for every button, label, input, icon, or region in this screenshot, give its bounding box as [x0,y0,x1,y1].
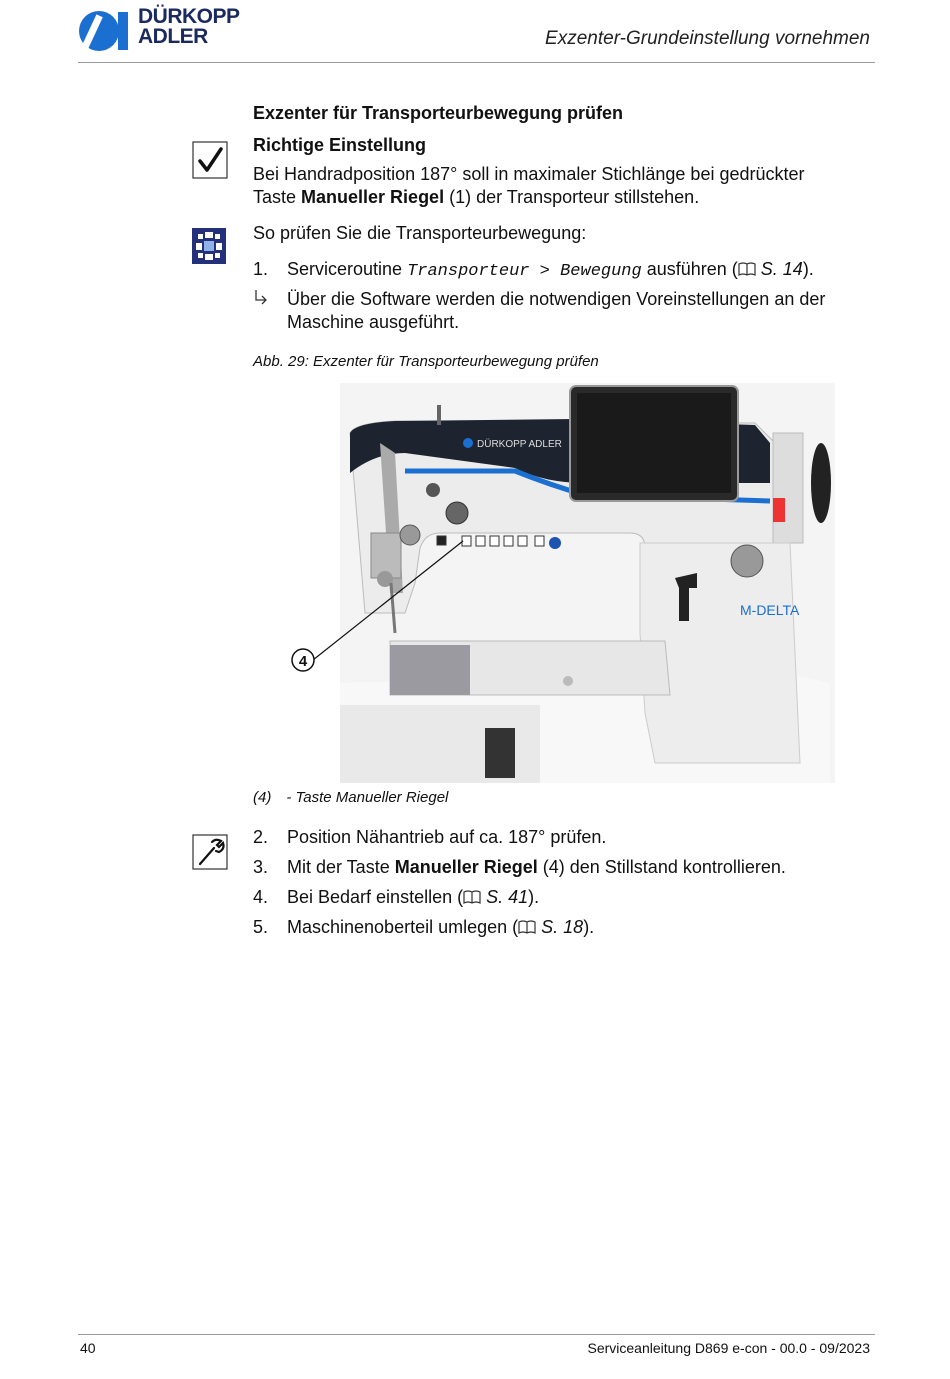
footer-rule [78,1334,875,1335]
page-reference-link[interactable]: S. 18 [541,917,584,937]
figure-legend: (4) - Taste Manueller Riegel [253,789,449,806]
section-heading: Exzenter für Transporteurbewegung prüfen [253,103,624,123]
result-arrow-icon [253,289,275,309]
setting-description: Bei Handradposition 187° soll in maximaler Stichlänge bei gedrückter Taste Manueller Riegel (1) der Transporteur stillstehen. [253,164,805,207]
page-reference-link[interactable]: S. 14 [760,259,803,279]
brand-logo-mark [78,10,134,52]
step-4: 4. Bei Bedarf einstellen ( S. 41). [253,887,540,907]
figure-caption: Abb. 29: Exzenter für Transporteurbewegung prüfen [253,353,599,370]
software-path: Transporteur > Bewegung [407,262,642,281]
header-rule [78,62,875,63]
procedure-intro: So prüfen Sie die Transporteurbewegung: [253,223,587,243]
document-id: Serviceanleitung D869 e-con - 00.0 - 09/2023 [587,1340,870,1356]
wrench-icon [192,834,228,870]
page-reference-link[interactable]: S. 41 [486,887,529,907]
machine-brand-label: DÜRKOPP ADLER [477,439,562,450]
check-icon [192,141,226,175]
page-header-title: Exzenter-Grundeinstellung vornehmen [545,28,870,49]
callout-number: 4 [298,653,308,670]
step-2: 2. Position Nähantrieb auf ca. 187° prüfen. [253,827,607,847]
page-number: 40 [80,1340,96,1356]
brand-logo-text: DÜRKOPP ADLER [138,5,240,48]
correct-setting-heading: Richtige Einstellung [253,135,427,155]
machine-model-label: M-DELTA [740,602,800,618]
book-reference-icon [518,917,536,931]
step-3: 3. Mit der Taste Manueller Riegel (4) den Stillstand kontrollieren. [253,857,786,877]
book-reference-icon [463,887,481,901]
procedure-icon [192,228,226,264]
step-5: 5. Maschinenoberteil umlegen ( S. 18). [253,917,595,937]
sewing-machine-photo [285,383,835,783]
step-1: 1. Serviceroutine Transporteur > Bewegung ausführen ( S. 14). [253,259,814,281]
book-reference-icon [738,259,756,273]
result-text: Über die Software werden die notwendigen Voreinstellungen an der Maschine ausgeführt. [287,289,826,332]
